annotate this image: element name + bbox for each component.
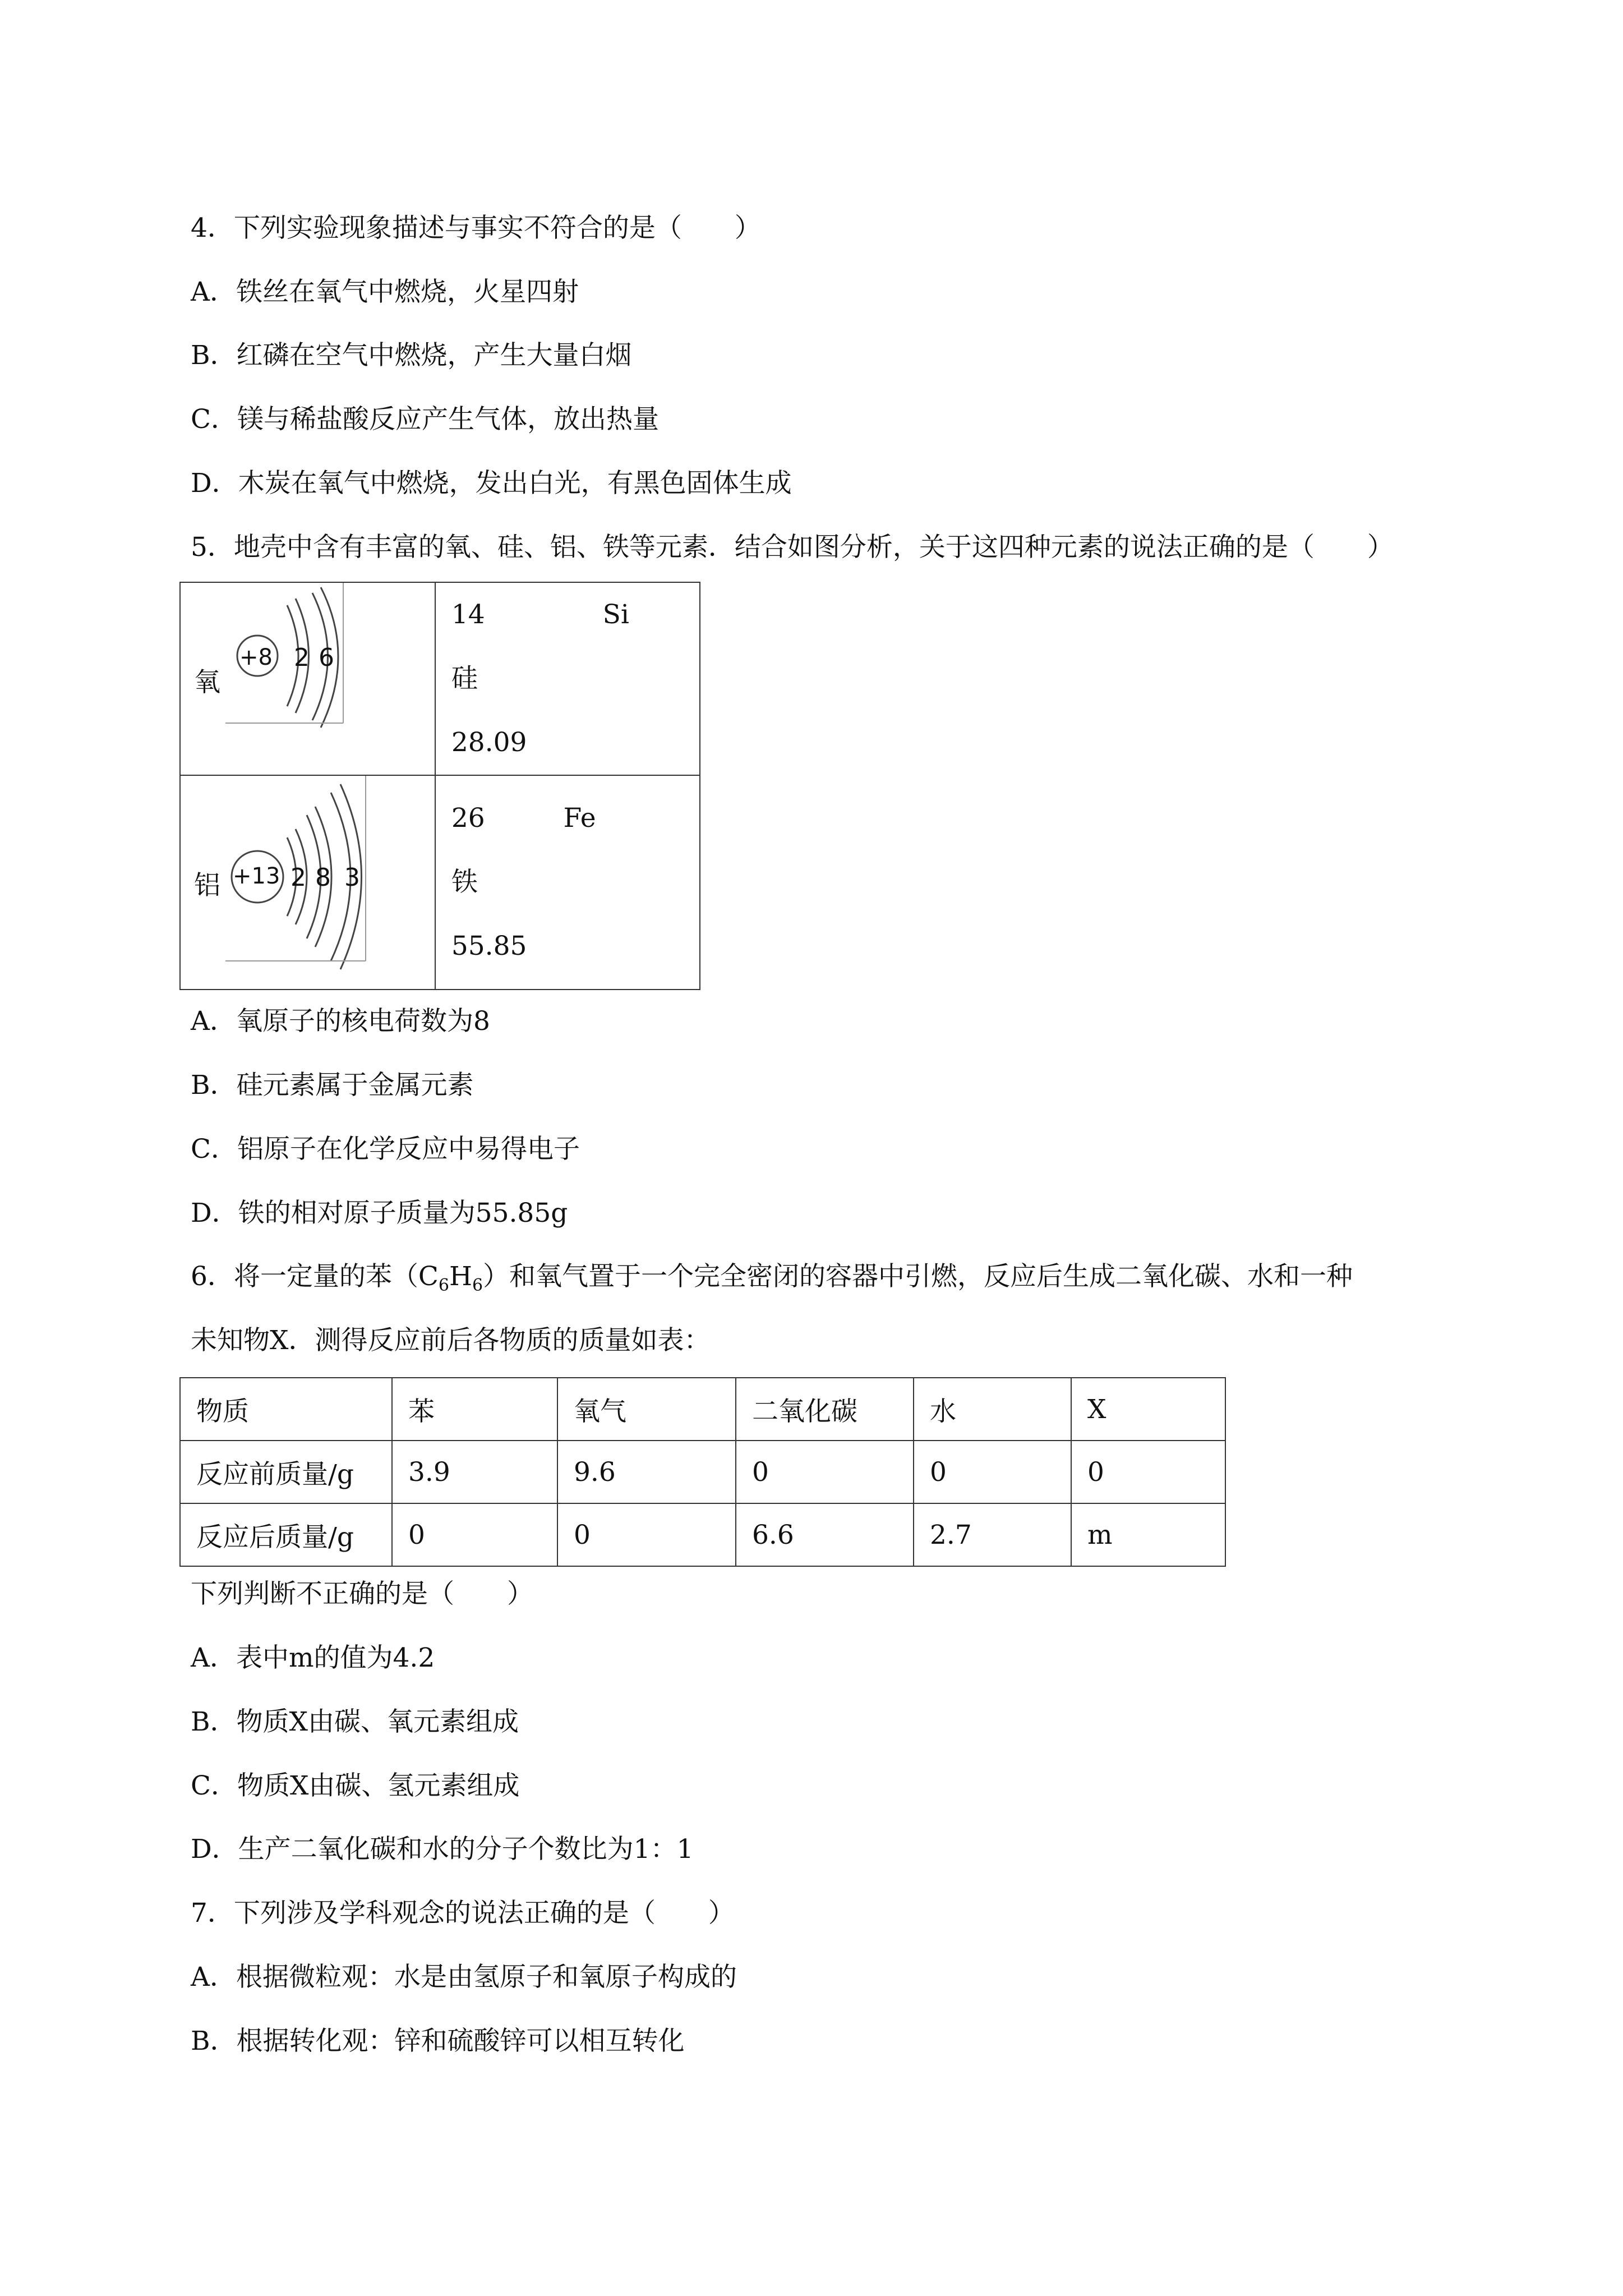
q5-option-d: D．铁的相对原子质量为55.85g: [191, 1198, 568, 1228]
oxygen-shells-graphic: [181, 583, 436, 775]
q6-option-a: A．表中m的值为4.2: [191, 1642, 435, 1673]
oxygen-shell-2: 6: [319, 643, 334, 672]
table-cell: 0: [736, 1441, 914, 1503]
header-cell: 物质: [180, 1378, 392, 1441]
aluminum-atom-diagram: [181, 776, 435, 989]
aluminum-structure-cell: [180, 775, 435, 990]
table-cell: 2.7: [914, 1503, 1071, 1566]
mass-table-row: [180, 1441, 1225, 1503]
q5-option-a: A．氧原子的核电荷数为8: [191, 1006, 490, 1037]
iron-name: 铁: [451, 867, 478, 898]
aluminum-shell-2: 8: [315, 863, 331, 892]
header-cell: 苯: [392, 1378, 557, 1441]
table-cell: 0: [914, 1441, 1071, 1503]
q5-option-c: C．铝原子在化学反应中易得电子: [191, 1134, 580, 1165]
q4-option-d: D．木炭在氧气中燃烧，发出白光，有黑色固体生成: [191, 468, 792, 499]
header-cell: 二氧化碳: [736, 1378, 914, 1441]
aluminum-nucleus-charge: +13: [233, 863, 280, 889]
q6-stem-line1: 6．将一定量的苯$(C_6H_6)$和氧气置于一个完全密闭的容器中引燃，反应后生成二氧化碳、水和一种: [191, 1261, 1353, 1295]
oxygen-label: 氧: [194, 667, 220, 698]
aluminum-shells-graphic: [181, 776, 436, 989]
table-cell: 0: [392, 1503, 557, 1566]
table-cell: 反应后质量/g: [180, 1503, 392, 1566]
q5-option-b: B．硅元素属于金属元素: [191, 1070, 474, 1101]
q6-option-c: C．物质X由碳、氢元素组成: [191, 1770, 520, 1801]
q6-option-b: B．物质X由碳、氧元素组成: [191, 1706, 519, 1737]
table-cell: 0: [557, 1503, 736, 1566]
q4-option-a: A．铁丝在氧气中燃烧，火星四射: [191, 277, 579, 307]
table-cell: 3.9: [392, 1441, 557, 1503]
aluminum-shell-1: 2: [291, 863, 306, 892]
q5-stem: 5．地壳中含有丰富的氧、硅、铝、铁等元素．结合如图分析，关于这四种元素的说法正确的是（ ）: [191, 532, 1394, 563]
q7-option-a: A．根据微粒观：水是由氢原子和氧原子构成的: [191, 1962, 737, 1993]
oxygen-nucleus-charge: +8: [239, 645, 273, 670]
table-cell: 0: [1071, 1441, 1225, 1503]
mass-table: [179, 1377, 1226, 1567]
oxygen-atom-diagram: [181, 583, 435, 775]
header-cell: 水: [914, 1378, 1071, 1441]
q7-option-b: B．根据转化观：锌和硫酸锌可以相互转化: [191, 2026, 685, 2056]
q7-stem: 7．下列涉及学科观念的说法正确的是（ ）: [191, 1898, 735, 1929]
q6-question: 下列判断不正确的是（ ）: [191, 1579, 533, 1609]
mass-table-row: [180, 1503, 1225, 1566]
silicon-info-cell: [435, 582, 700, 775]
mass-table-header: [180, 1378, 1225, 1441]
iron-info-cell: [435, 775, 700, 990]
table-cell: 反应前质量/g: [180, 1441, 392, 1503]
q4-option-b: B．红磷在空气中燃烧，产生大量白烟: [191, 340, 632, 371]
oxygen-structure-cell: [180, 582, 435, 775]
header-cell: X: [1071, 1378, 1225, 1441]
aluminum-shell-3: 3: [344, 863, 360, 892]
q4-stem: 4．下列实验现象描述与事实不符合的是（ ）: [191, 213, 761, 243]
silicon-number-symbol: 14 Si: [451, 599, 629, 630]
silicon-name: 硅: [451, 663, 478, 694]
oxygen-shell-1: 2: [294, 643, 310, 672]
header-cell: 氧气: [557, 1378, 736, 1441]
q6-stem-line2: 未知物X．测得反应前后各物质的质量如表：: [191, 1325, 711, 1356]
silicon-mass: 28.09: [451, 727, 527, 758]
iron-mass: 55.85: [451, 931, 527, 961]
aluminum-label: 铝: [194, 870, 220, 901]
element-table: [179, 582, 700, 990]
table-cell: 6.6: [736, 1503, 914, 1566]
iron-number-symbol: 26 Fe: [451, 803, 596, 834]
table-cell: m: [1071, 1503, 1225, 1566]
table-cell: 9.6: [557, 1441, 736, 1503]
q6-option-d: D．生产二氧化碳和水的分子个数比为1：1: [191, 1834, 694, 1865]
q4-option-c: C．镁与稀盐酸反应产生气体，放出热量: [191, 404, 659, 435]
